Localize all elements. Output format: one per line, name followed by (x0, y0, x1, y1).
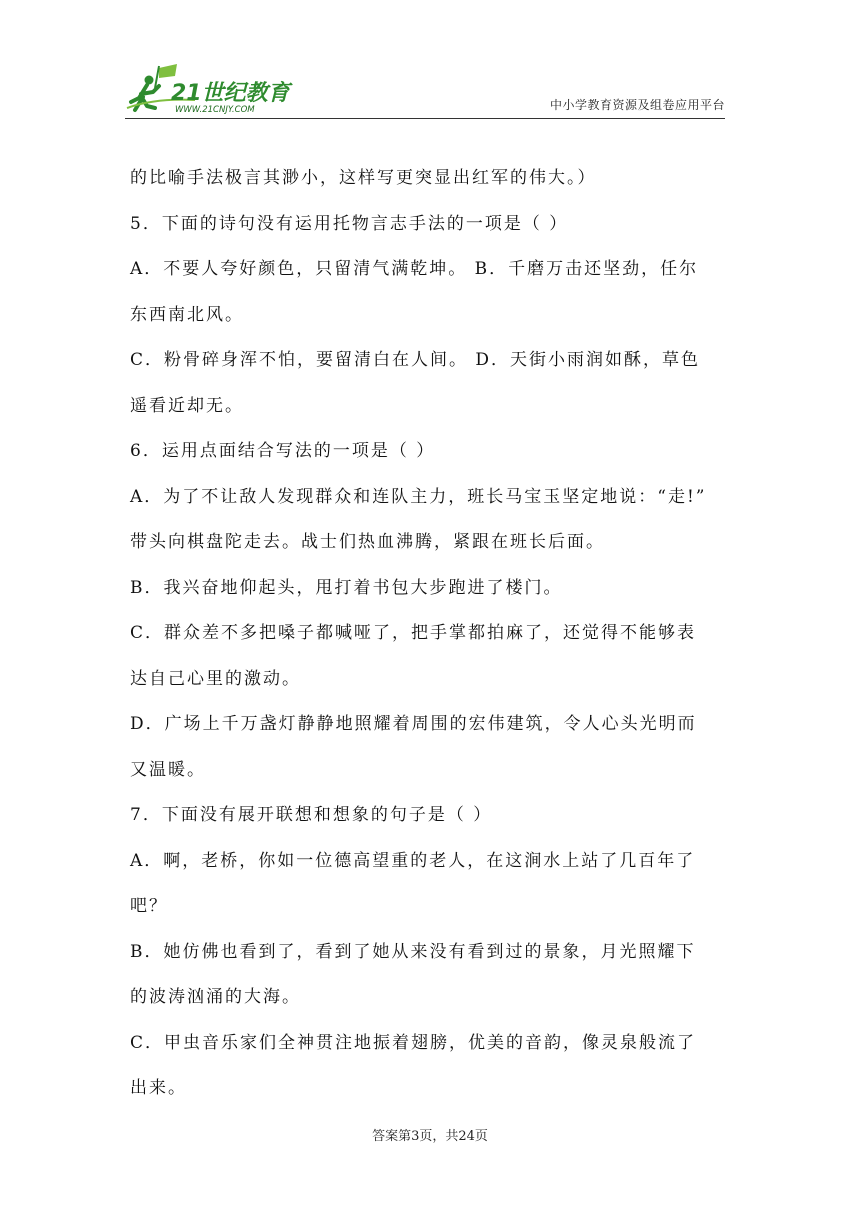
question-7-stem: 7．下面没有展开联想和想象的句子是（ ） (130, 805, 493, 825)
text-line: 东西南北风。 (130, 304, 244, 325)
text-line: 的比喻手法极言其渺小，这样写更突显出红军的伟大。） (130, 168, 597, 188)
question-6-option-b: B．我兴奋地仰起头，甩打着书包大步跑进了楼门。 (130, 577, 563, 598)
question-6-stem: 6．运用点面结合写法的一项是（ ） (130, 441, 436, 461)
text-line: 带头向棋盘陀走去。战士们热血沸腾，紧跟在班长后面。 (130, 532, 605, 552)
logo (125, 62, 305, 118)
header-tagline: 中小学教育资源及组卷应用平台 (549, 98, 725, 112)
document-body (130, 156, 730, 1112)
runner-flag-logo-icon (125, 62, 305, 118)
page-header (125, 62, 725, 118)
question-6-option-a: A．为了不让敌人发现群众和连队主力，班长马宝玉坚定地说：“走!” (130, 486, 707, 507)
text-line: 达自己心里的激动。 (130, 668, 301, 689)
question-7-option-a: A．啊，老桥，你如一位德高望重的老人，在这涧水上站了几百年了 (130, 850, 696, 871)
logo-url: WWW.21CNJY.COM (175, 105, 255, 115)
question-6-option-d: D．广场上千万盏灯静静地照耀着周围的宏伟建筑，令人心头光明而 (130, 714, 697, 734)
text-line: 吧？ (130, 896, 168, 916)
question-6-option-c: C．群众差不多把嗓子都喊哑了，把手掌都拍麻了，还觉得不能够表 (130, 623, 697, 643)
text-line: 又温暖。 (130, 759, 206, 780)
text-line: 遥看近却无。 (130, 395, 244, 416)
text-line: 的波涛汹涌的大海。 (130, 987, 301, 1007)
question-7-option-c: C．甲虫音乐家们全神贯注地振着翅膀，优美的音韵，像灵泉般流了 (130, 1032, 697, 1053)
logo-mark: 21世纪教育 (171, 81, 290, 106)
question-7-option-b: B．她仿佛也看到了，看到了她从来没有看到过的景象，月光照耀下 (130, 941, 696, 962)
header-divider (125, 118, 725, 119)
page-number: 答案第3页，共24页 (372, 1129, 488, 1144)
text-line: 出来。 (130, 1078, 187, 1098)
question-5-options-ab: A．不要人夸好颜色，只留清气满乾坤。 B．千磨万击还坚劲，任尔 (130, 259, 699, 279)
question-5-stem: 5．下面的诗句没有运用托物言志手法的一项是（ ） (130, 213, 569, 234)
question-5-options-cd: C．粉骨碎身浑不怕，要留清白在人间。 D．天街小雨润如酥，草色 (130, 350, 701, 370)
